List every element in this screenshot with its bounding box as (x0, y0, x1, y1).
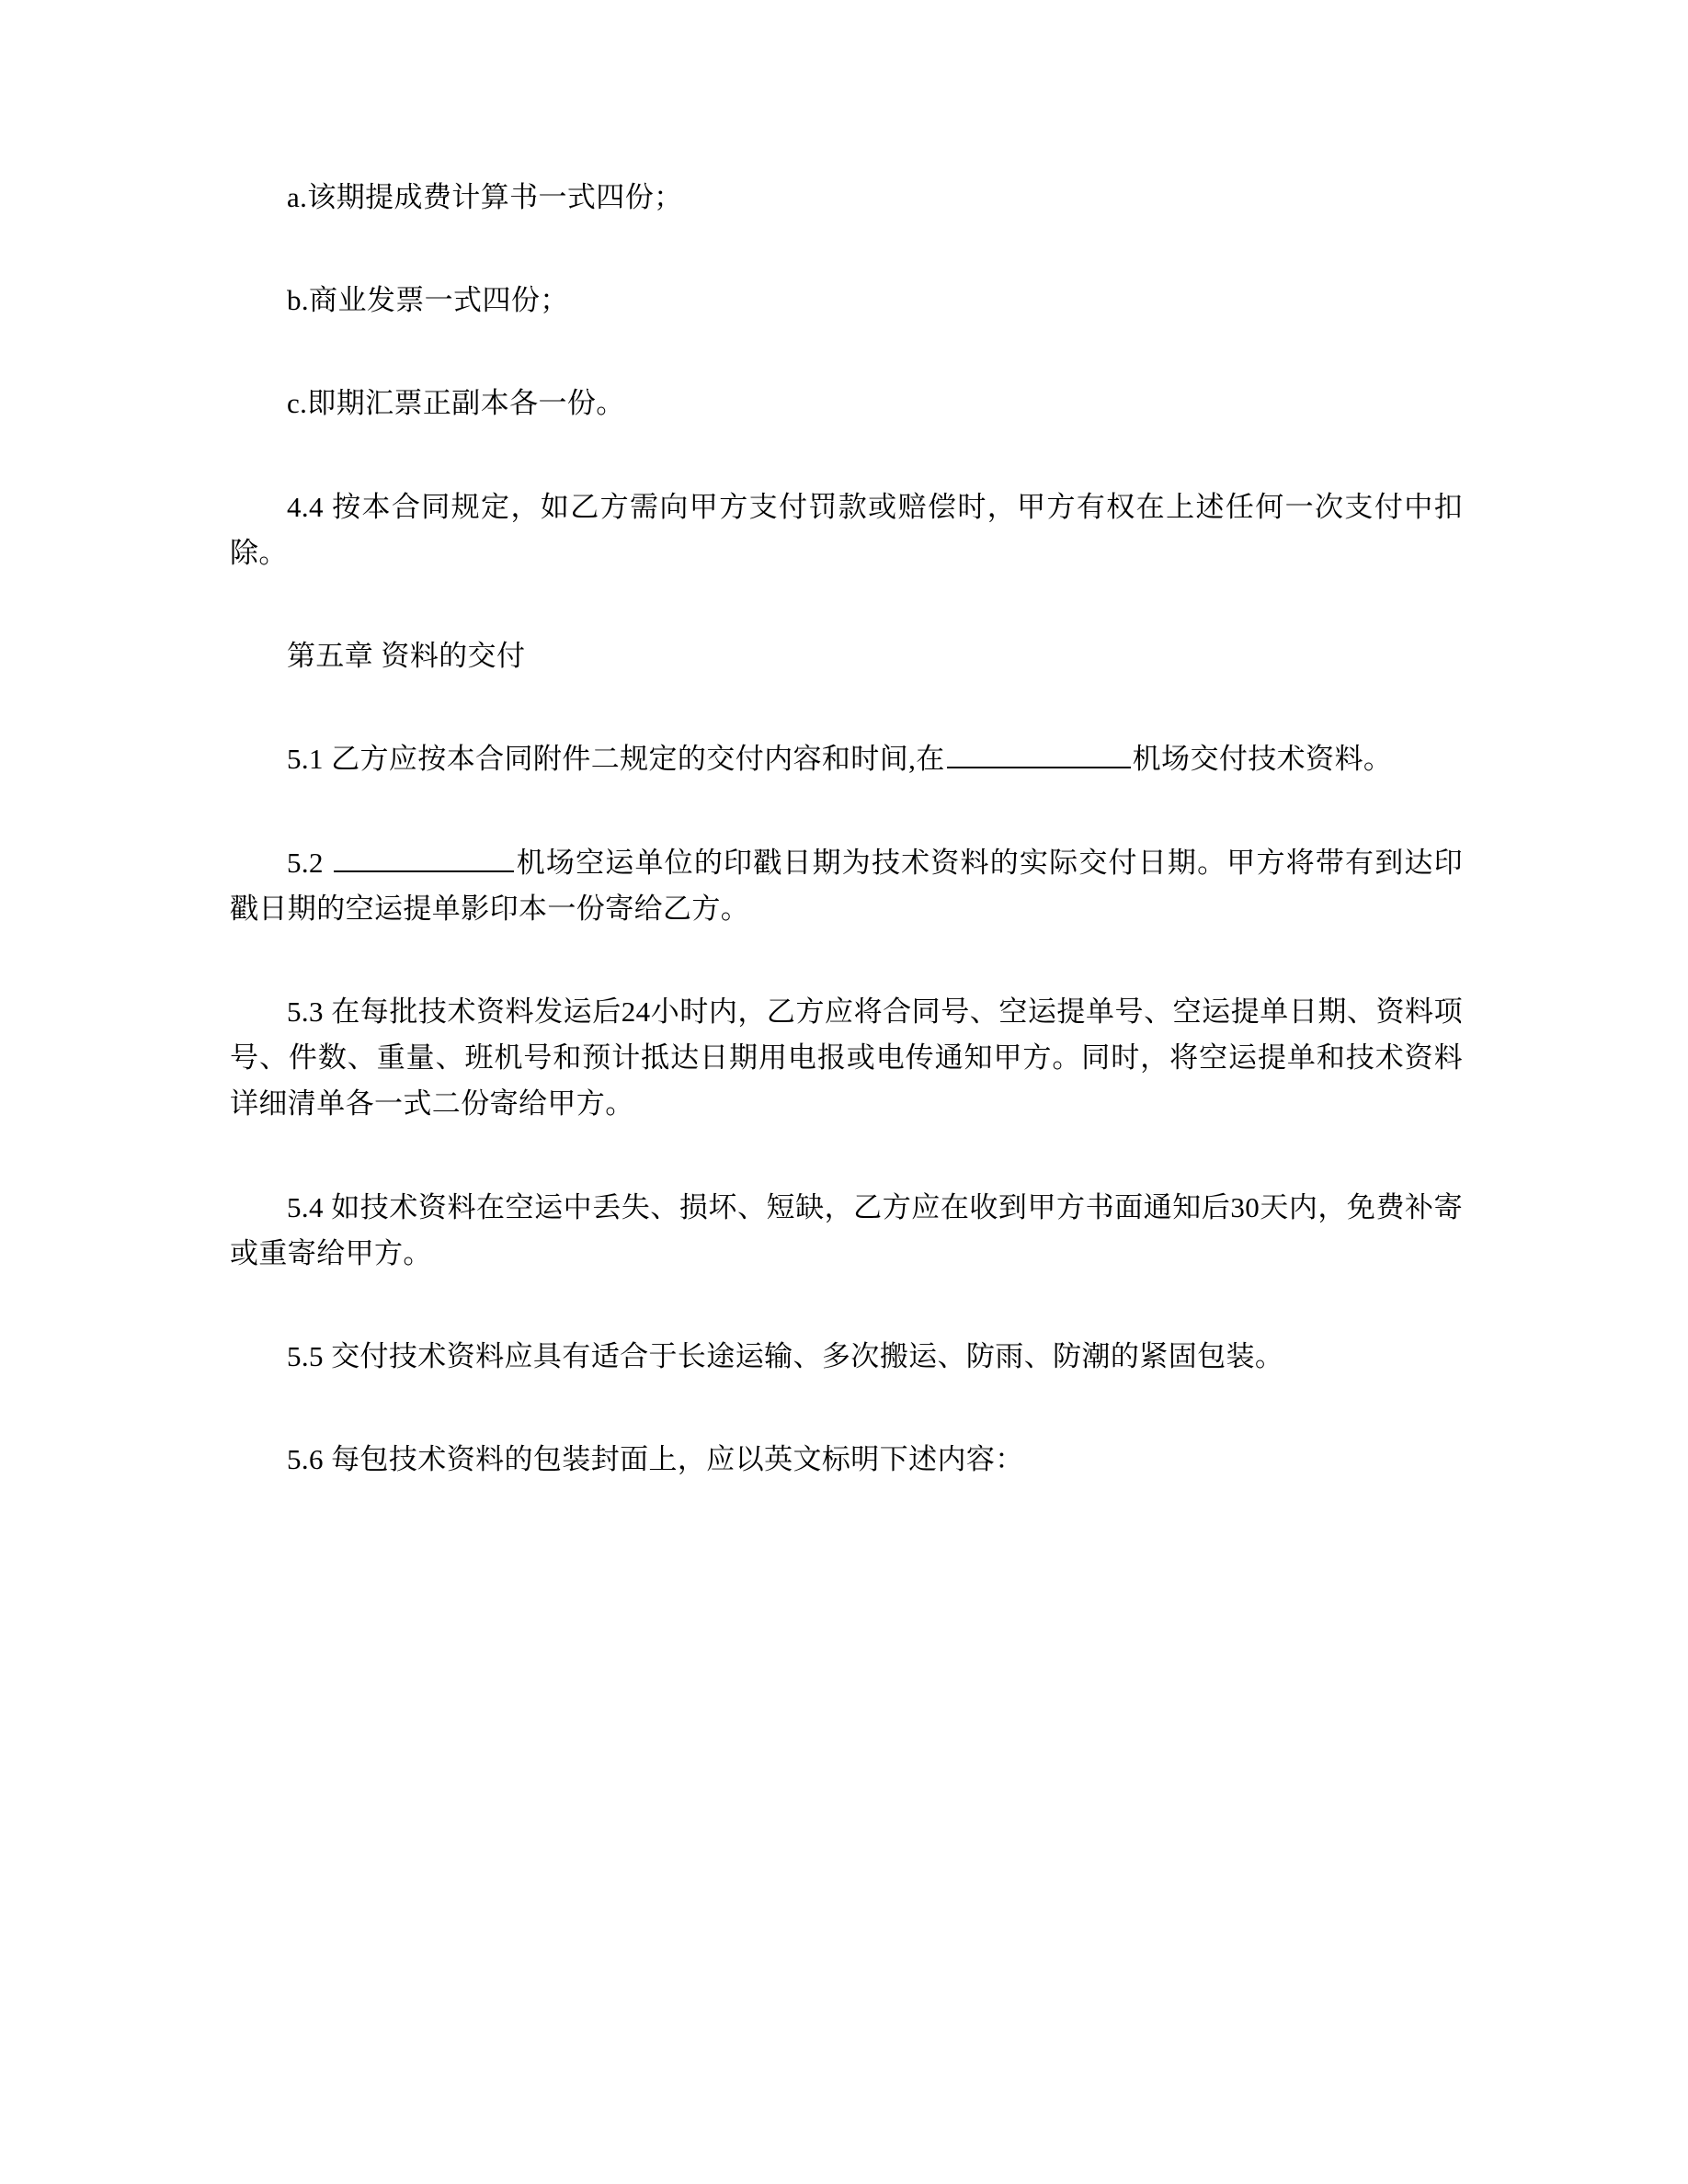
clause-5-4: 5.4 如技术资料在空运中丢失、损坏、短缺，乙方应在收到甲方书面通知后30天内，免费补寄或重寄给甲方。 (230, 1190, 1463, 1269)
clause-5-3: 5.3 在每批技术资料发运后24小时内，乙方应将合同号、空运提单号、空运提单日期、资料项号、件数、重量、班机号和预计抵达日期用电报或电传通知甲方。同时，将空运提单和技术资料详细清单各一式二份寄给甲方。 (230, 995, 1463, 1120)
clause-4-4: 4.4 按本合同规定，如乙方需向甲方支付罚款或赔偿时，甲方有权在上述任何一次支付中扣除。 (230, 490, 1463, 569)
document-body (230, 175, 1463, 1484)
clause-5-1 (230, 736, 1463, 782)
list-item: a.该期提成费计算书一式四份； (287, 181, 683, 213)
list-item: b.商业发票一式四份； (287, 284, 569, 317)
chapter-heading: 第五章 资料的交付 (287, 640, 526, 673)
clause-5-6: 5.6 每包技术资料的包装封面上，应以英文标明下述内容： (287, 1443, 1024, 1476)
clause-5-2-text-before: 5.2 (287, 846, 332, 879)
fill-in-blank-airport-1[interactable] (947, 739, 1131, 768)
list-item: c.即期汇票正副本各一份。 (287, 387, 625, 420)
clause-5-1-text-after: 机场交付技术资料。 (1132, 743, 1393, 776)
fill-in-blank-airport-2[interactable] (334, 843, 514, 872)
clause-5-2 (230, 840, 1463, 932)
clause-5-5: 5.5 交付技术资料应具有适合于长途运输、多次搬运、防雨、防潮的紧固包装。 (287, 1340, 1284, 1373)
clause-5-2-text-after: 机场空运单位的印戳日期为技术资料的实际交付日期。甲方将带有到达印戳日期的空运提单影印本一份寄给乙方。 (230, 846, 1464, 925)
clause-5-1-text-before: 5.1 乙方应按本合同附件二规定的交付内容和时间,在 (287, 743, 945, 776)
